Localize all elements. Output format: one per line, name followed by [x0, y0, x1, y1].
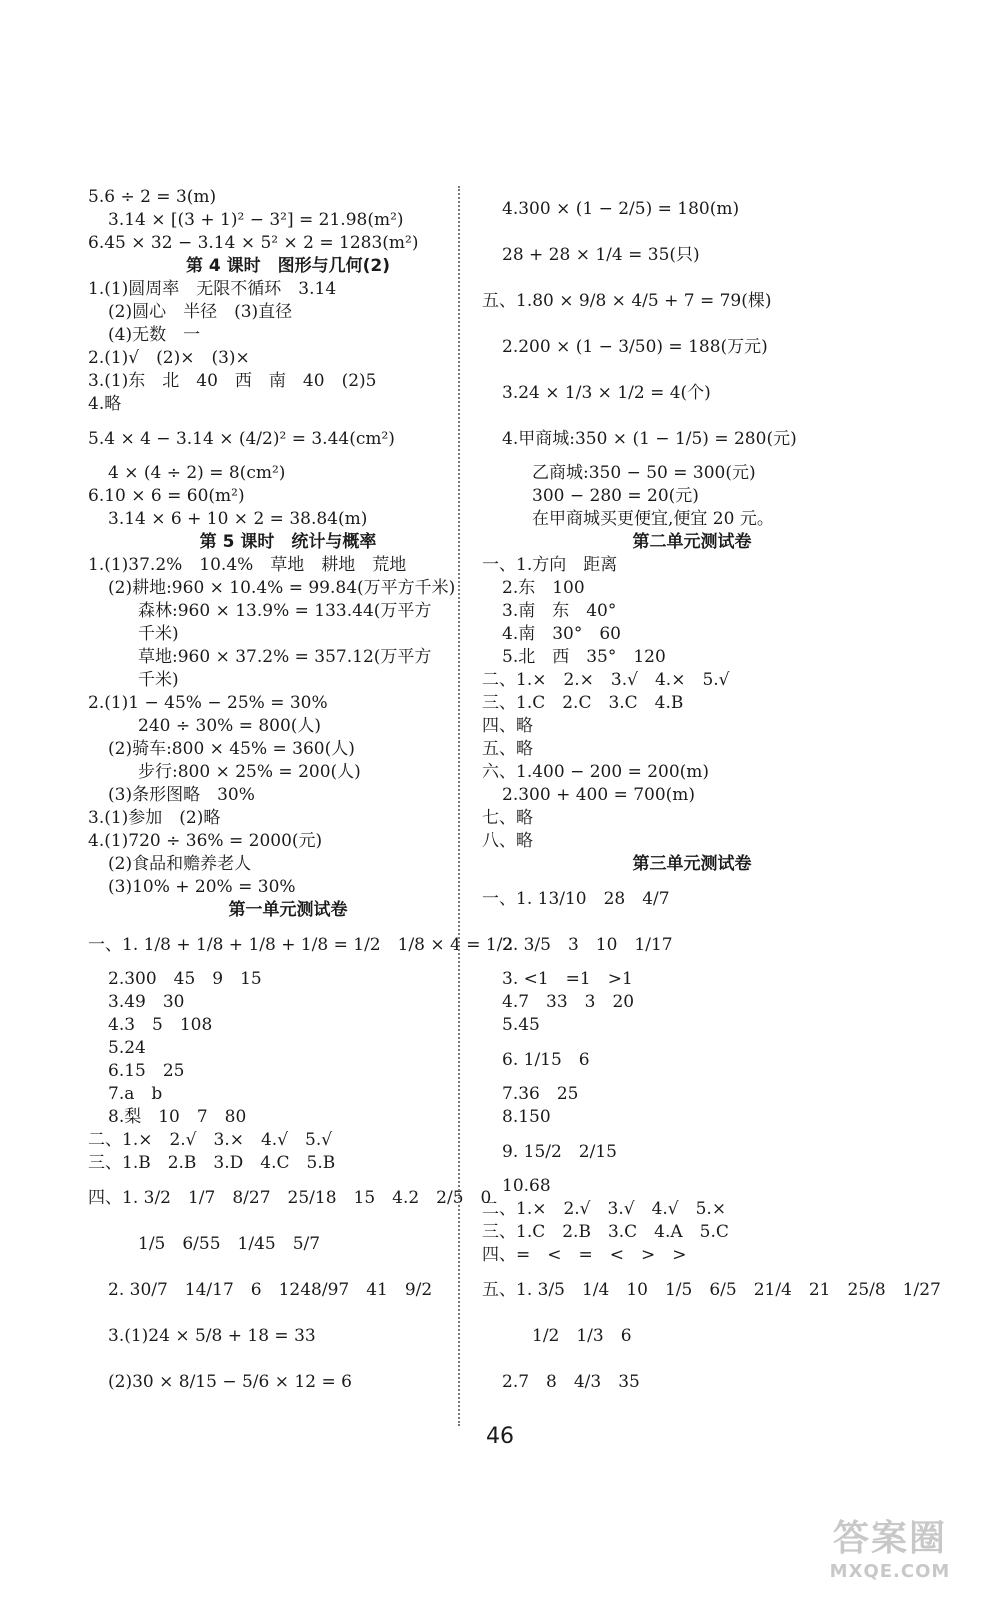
- answer-line: 1.(1)圆周率 无限不循环 3.14: [88, 279, 337, 299]
- watermark-text: 答案圈: [832, 1518, 947, 1559]
- answer-line: (2)食品和赡养老人: [108, 854, 252, 874]
- answer-line: 五、1.80 × 9/8 × 4/5 + 7 = 79(棵): [482, 291, 772, 311]
- answer-line: (2)骑车:800 × 45% = 360(人): [108, 739, 355, 759]
- answer-line: 2.(1)1 − 45% − 25% = 30%: [88, 693, 328, 713]
- answer-line: 3.49 30: [108, 992, 185, 1012]
- answer-line: 草地:960 × 37.2% = 357.12(万平方: [138, 647, 432, 667]
- answer-line: 千米): [138, 670, 179, 690]
- answer-line: 300 − 280 = 20(元): [532, 486, 699, 506]
- answer-line: 四、= < = < > >: [482, 1245, 687, 1265]
- answer-line: 一、1. 13/10 28 4/7: [482, 889, 670, 909]
- answer-line: 7.a b: [108, 1084, 163, 1104]
- answer-line: 八、略: [482, 831, 533, 851]
- answer-line: (2)耕地:960 × 10.4% = 99.84(万平方千米): [108, 578, 456, 598]
- answer-line: 8.梨 10 7 80: [108, 1107, 247, 1127]
- answer-line: 1/5 6/55 1/45 5/7: [138, 1234, 321, 1254]
- answer-line: 在甲商城买更便宜,便宜 20 元。: [532, 509, 774, 529]
- answer-line: 五、略: [482, 739, 533, 759]
- answer-line: 4.3 5 108: [108, 1015, 213, 1035]
- section-heading: 第 4 课时 图形与几何(2): [185, 256, 391, 276]
- answer-line: 3.(1)参加 (2)略: [88, 808, 221, 828]
- answer-line: 千米): [138, 624, 179, 644]
- answer-line: (3)10% + 20% = 30%: [108, 877, 296, 897]
- answer-line: 6.10 × 6 = 60(m²): [88, 486, 245, 506]
- answer-line: 2.200 × (1 − 3/50) = 188(万元): [502, 337, 768, 357]
- answer-line: 一、1.方向 距离: [482, 555, 618, 575]
- answer-line: 1.(1)37.2% 10.4% 草地 耕地 荒地: [88, 555, 407, 575]
- answer-line: 3.(1)24 × 5/8 + 18 = 33: [108, 1326, 316, 1346]
- answer-line: 乙商城:350 − 50 = 300(元): [532, 463, 756, 483]
- answer-line: 5.24: [108, 1038, 146, 1058]
- answer-line: 4.甲商城:350 × (1 − 1/5) = 280(元): [502, 429, 797, 449]
- answer-line: 2.300 + 400 = 700(m): [502, 785, 696, 805]
- watermark-url: MXQE.COM: [829, 1561, 951, 1582]
- answer-line: 240 ÷ 30% = 800(人): [138, 716, 322, 736]
- answer-line: 2. 3/5 3 10 1/17: [502, 935, 673, 955]
- answer-line: 步行:800 × 25% = 200(人): [138, 762, 361, 782]
- answer-line: 二、1.× 2.× 3.√ 4.× 5.√: [482, 670, 730, 690]
- answer-line: 2.7 8 4/3 35: [502, 1372, 640, 1392]
- answer-line: 4.7 33 3 20: [502, 992, 635, 1012]
- answer-line: 3.14 × 6 + 10 × 2 = 38.84(m): [108, 509, 368, 529]
- section-heading: 第三单元测试卷: [632, 854, 752, 874]
- right-column: [482, 186, 941, 1405]
- answer-line: 4 × (4 ÷ 2) = 8(cm²): [108, 463, 286, 483]
- answer-line: 10.68: [502, 1176, 551, 1196]
- column-divider: [458, 186, 460, 1426]
- answer-line: 9. 15/2 2/15: [502, 1142, 617, 1162]
- answer-line: 3.南 东 40°: [502, 601, 617, 621]
- answer-line: 1/2 1/3 6: [532, 1326, 632, 1346]
- answer-line: 3.24 × 1/3 × 1/2 = 4(个): [502, 383, 711, 403]
- answer-line: 3.(1)东 北 40 西 南 40 (2)5: [88, 371, 377, 391]
- answer-line: 森林:960 × 13.9% = 133.44(万平方: [138, 601, 432, 621]
- answer-line: 2. 30/7 14/17 6 1248/97 41 9/2: [108, 1280, 433, 1300]
- answer-line: (4)无数 一: [108, 325, 201, 345]
- answer-line: 五、1. 3/5 1/4 10 1/5 6/5 21/4 21 25/8 1/27: [482, 1280, 941, 1300]
- answer-line: 5.4 × 4 − 3.14 × (4/2)² = 3.44(cm²): [88, 429, 395, 449]
- answer-line: 5.6 ÷ 2 = 3(m): [88, 187, 217, 207]
- answer-line: 28 + 28 × 1/4 = 35(只): [502, 245, 700, 265]
- section-heading: 第二单元测试卷: [632, 532, 752, 552]
- answer-line: 4.300 × (1 − 2/5) = 180(m): [502, 199, 740, 219]
- answer-line: 二、1.× 2.√ 3.× 4.√ 5.√: [88, 1130, 333, 1150]
- answer-line: 三、1.C 2.B 3.C 4.A 5.C: [482, 1222, 729, 1242]
- answer-line: 6.45 × 32 − 3.14 × 5² × 2 = 1283(m²): [88, 233, 419, 253]
- answer-line: 四、略: [482, 716, 533, 736]
- answer-line: 8.150: [502, 1107, 551, 1127]
- answer-line: (2)30 × 8/15 − 5/6 × 12 = 6: [108, 1372, 352, 1392]
- answer-line: 4.(1)720 ÷ 36% = 2000(元): [88, 831, 323, 851]
- answer-line: 七、略: [482, 808, 533, 828]
- answer-line: 4.略: [88, 394, 122, 414]
- answer-line: 3.14 × [(3 + 1)² − 3²] = 21.98(m²): [108, 210, 404, 230]
- answer-line: 2.东 100: [502, 578, 585, 598]
- section-heading: 第一单元测试卷: [228, 900, 348, 920]
- answer-line: 4.南 30° 60: [502, 624, 621, 644]
- answer-line: 3. <1 =1 >1: [502, 969, 633, 989]
- answer-line: 5.45: [502, 1015, 540, 1035]
- page-number: 46: [486, 1424, 514, 1449]
- answer-line: 一、1. 1/8 + 1/8 + 1/8 + 1/8 = 1/2 1/8 × 4 = 1/2: [88, 935, 514, 955]
- answer-line: 6.15 25: [108, 1061, 185, 1081]
- answer-line: 2.(1)√ (2)× (3)×: [88, 348, 250, 368]
- section-heading: 第 5 课时 统计与概率: [199, 532, 377, 552]
- answer-line: 六、1.400 − 200 = 200(m): [482, 762, 710, 782]
- answer-line: 三、1.B 2.B 3.D 4.C 5.B: [88, 1153, 336, 1173]
- answer-line: (3)条形图略 30%: [108, 785, 255, 805]
- answer-line: 6. 1/15 6: [502, 1050, 590, 1070]
- answer-line: 2.300 45 9 15: [108, 969, 262, 989]
- answer-line: 三、1.C 2.C 3.C 4.B: [482, 693, 684, 713]
- answer-line: 7.36 25: [502, 1084, 579, 1104]
- answer-line: 5.北 西 35° 120: [502, 647, 666, 667]
- answer-line: 二、1.× 2.√ 3.√ 4.√ 5.×: [482, 1199, 727, 1219]
- watermark-logo: [810, 1510, 970, 1580]
- answer-line: 四、1. 3/2 1/7 8/27 25/18 15 4.2 2/5 0: [88, 1188, 492, 1208]
- answer-line: (2)圆心 半径 (3)直径: [108, 302, 293, 322]
